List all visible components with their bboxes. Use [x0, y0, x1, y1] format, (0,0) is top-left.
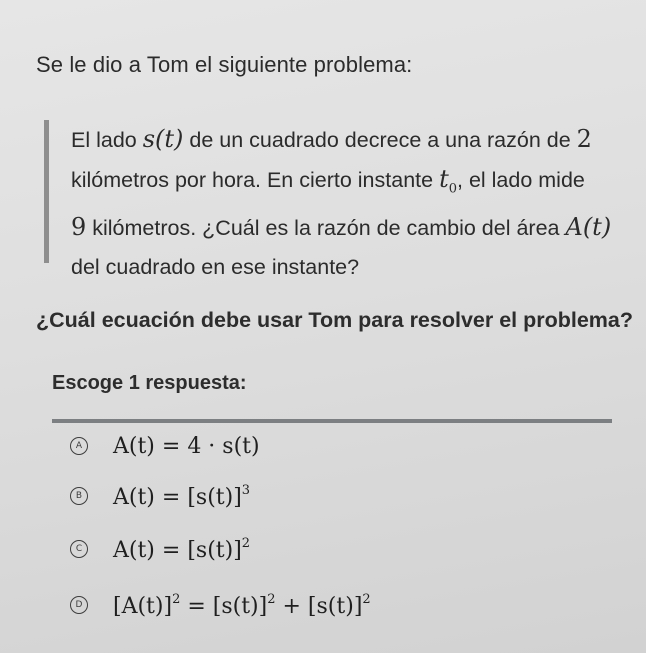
radio-d-icon[interactable]: D	[70, 596, 88, 614]
answer-option-b[interactable]	[70, 478, 250, 514]
divider	[52, 419, 612, 423]
equation-c: $A(t) = [s(t)]^2$	[113, 535, 251, 563]
answer-option-d[interactable]	[70, 587, 371, 623]
equation-d: $[A(t)]^2 = [s(t)]^2 + [s(t)]^2$	[113, 591, 371, 619]
problem-line-1: El lado s(t) de un cuadrado decrece a una razón de 2	[71, 125, 592, 153]
radio-b-icon[interactable]: B	[70, 487, 88, 505]
problem-statement	[44, 120, 646, 279]
intro-text: Se le dio a Tom el siguiente problema:	[36, 52, 413, 77]
problem-line-3: 9 kilómetros. ¿Cuál es la razón de cambio del área A(t)	[71, 213, 612, 242]
answer-option-c[interactable]	[70, 531, 250, 567]
answer-option-a[interactable]	[70, 428, 260, 464]
equation-a: A(t) = 4 · s(t)	[113, 433, 260, 459]
problem-line-4: del cuadrado en ese instante?	[71, 254, 360, 279]
choose-label: Escoge 1 respuesta:	[52, 372, 247, 394]
question-text: ¿Cuál ecuación debe usar Tom para resolver el problema?	[36, 308, 634, 332]
radio-c-icon[interactable]: C	[70, 540, 88, 558]
radio-a-icon[interactable]: A	[70, 437, 88, 455]
problem-line-2: kilómetros por hora. En cierto instante $t_0$, el lado mide	[71, 164, 585, 196]
equation-b: $A(t) = [s(t)]^3$	[113, 482, 251, 510]
